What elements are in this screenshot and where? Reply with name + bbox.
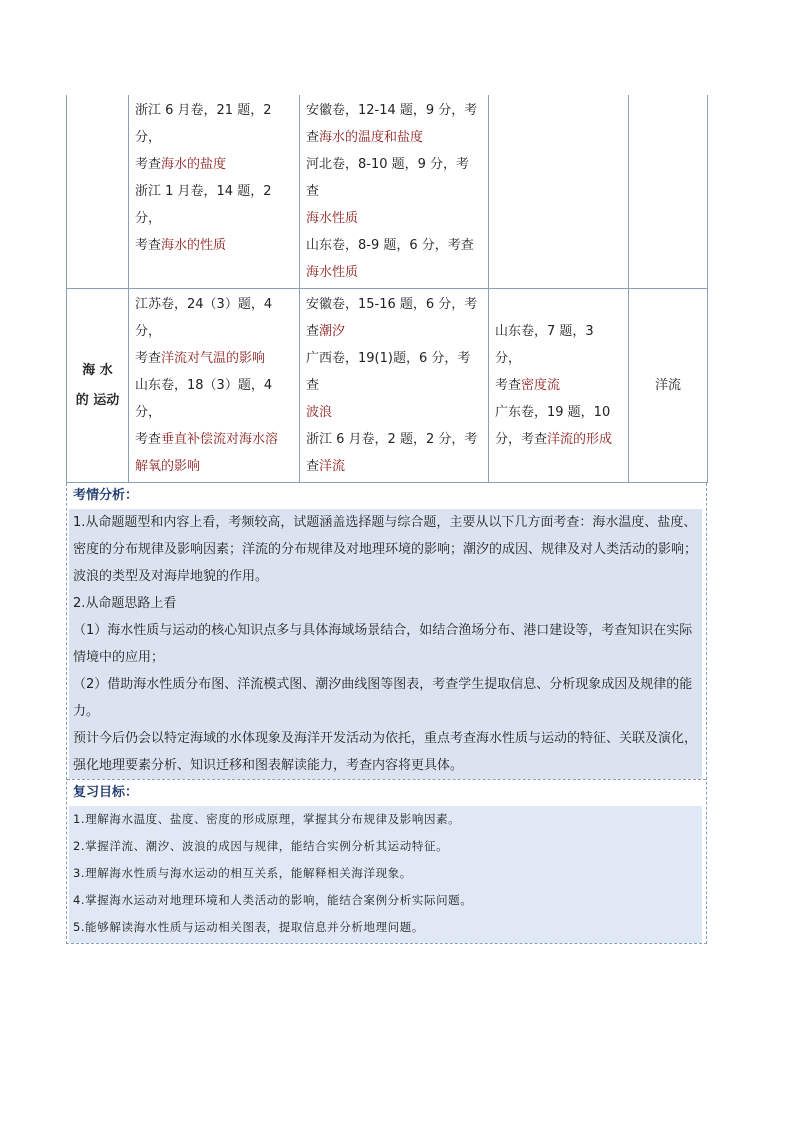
cell-2025-properties (489, 95, 629, 289)
goal-item: 1.理解海水温度、盐度、密度的形成原理，掌握其分布规律及影响因素。 (73, 812, 461, 826)
analysis-body (69, 509, 702, 779)
cell-prediction-motion: 洋流 (629, 289, 708, 483)
analysis-paragraph: （1）海水性质与运动的核心知识点多与具体海域场景结合，如结合渔场分布、港口建设等，考查知识在实际情境中的应用； (73, 623, 693, 665)
cell-prediction-properties (629, 95, 708, 289)
goals-title: 复习目标： (67, 779, 706, 806)
topic-cell-motion: 海 水 的 运动 (67, 289, 129, 483)
cell-2023-motion: 江苏卷，24（3）题，4 分， 考查洋流对气温的影响 山东卷，18（3）题，4 分， 考查垂直补偿流对海水溶 解氧的影响 (129, 289, 300, 483)
analysis-paragraph: 预计今后仍会以特定海域的水体现象及海洋开发活动为依托，重点考查海水性质与运动的特征、关联及演化，强化地理要素分析、知识迁移和图表解读能力，考查内容将更具体。 (73, 731, 698, 773)
goals-list (69, 806, 702, 943)
analysis-paragraph: （2）借助海水性质分布图、洋流模式图、潮汐曲线图等图表，考查学生提取信息、分析现象成因及规律的能力。 (73, 677, 693, 719)
analysis-paragraph: 2.从命题思路上看 (73, 596, 177, 611)
goal-item: 2.掌握洋流、潮汐、波浪的成因与规律，能结合实例分析其运动特征。 (73, 839, 449, 853)
analysis-paragraph: 1.从命题题型和内容上看，考频较高，试题涵盖选择题与综合题，主要从以下几方面考查：海水温度、盐度、密度的分布规律及影响因素；洋流的分布规律及对地理环境的影响；潮汐的成因、规律及对人类活动的影响；波浪的类型及对海岸地貌的作用。 (73, 515, 698, 584)
cell-2024-motion: 安徽卷，15-16 题，6 分，考 查潮汐 广西卷，19(1)题，6 分，考查 波浪 浙江 6 月卷，2 题，2 分，考 查洋流 (300, 289, 489, 483)
goal-item: 5.能够解读海水性质与运动相关图表，提取信息并分析地理问题。 (73, 920, 424, 934)
goal-item: 3.理解海水性质与海水运动的相互关系，能解释相关海洋现象。 (73, 866, 412, 880)
goal-item: 4.掌握海水运动对地理环境和人类活动的影响，能结合案例分析实际问题。 (73, 893, 473, 907)
exam-analysis-sheet (66, 95, 707, 944)
analysis-box (66, 483, 707, 944)
cell-2024-properties: 安徽卷，12-14 题，9 分，考 查海水的温度和盐度 河北卷，8-10 题，9 分，考查 海水性质 山东卷，8-9 题，6 分，考查 海水性质 (300, 95, 489, 289)
topic-cell-empty (67, 95, 129, 289)
table-row-motion (67, 289, 708, 483)
table-row-properties (67, 95, 708, 289)
cell-2025-motion: 山东卷，7 题，3 分， 考查密度流 广东卷，19 题，10 分，考查洋流的形成 (489, 289, 629, 483)
analysis-title: 考情分析： (73, 488, 139, 503)
exam-frequency-table (66, 95, 708, 483)
cell-2023-properties: 浙江 6 月卷，21 题，2 分， 考查海水的盐度 浙江 1 月卷，14 题，2 分， 考查海水的性质 (129, 95, 300, 289)
